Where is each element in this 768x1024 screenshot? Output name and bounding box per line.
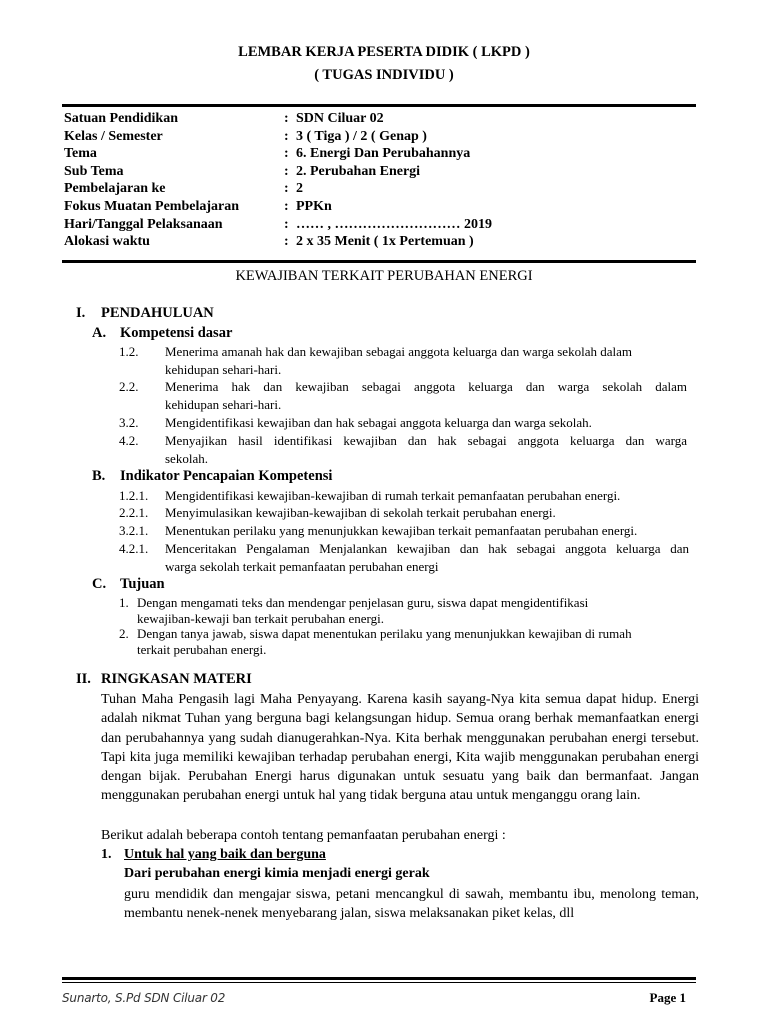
item-number: 2. [119,626,129,641]
document-subtitle: ( TUGAS INDIVIDU ) [314,67,454,83]
item-number: 1. [119,595,129,610]
identity-value: 3 ( Tiga ) / 2 ( Genap ) [296,128,427,144]
item-line: Menerima amanah hak dan kewajiban sebagai anggota keluarga dan warga sekolah dalam [165,344,632,359]
item-number: 2.2.1. [119,505,149,520]
identity-colon: : [284,234,289,250]
identity-label: Sub Tema [64,163,124,179]
identity-value: 6. Energi Dan Perubahannya [296,146,471,162]
identity-label: Hari/Tanggal Pelaksanaan [64,216,223,232]
identity-colon: : [284,198,289,214]
list-item [119,487,689,505]
identity-label: Fokus Muatan Pembelajaran [64,198,239,214]
item-number: 3.2. [119,415,139,430]
summary-intro: Berikut adalah beberapa contoh tentang pemanfaatan perubahan energi : [101,828,506,843]
footer-author: Sunarto, S.Pd SDN Ciluar 02 [62,991,226,1005]
top-rule [62,104,696,107]
point-subtitle: Dari perubahan energi kimia menjadi energi gerak [124,866,430,881]
list-item [119,343,687,379]
item-line: Dengan mengamati teks dan mendengar penjelasan guru, siswa dapat mengidentifikasi [137,595,589,610]
item-line: Mengidentifikasi kewajiban-kewajiban di rumah terkait pemanfaatan perubahan energi. [165,488,621,503]
section-number: I. [76,305,86,321]
identity-colon: : [284,111,289,126]
point-number: 1. [101,847,112,862]
list-item [119,540,689,576]
subsection-letter: C. [92,576,107,592]
list-item [119,414,687,432]
identity-colon: : [284,181,289,197]
item-line: Menyimulasikan kewajiban-kewajiban di sekolah terkait perubahan energi. [165,505,556,520]
item-number: 2.2. [119,379,139,394]
main-title: KEWAJIBAN TERKAIT PERUBAHAN ENERGI [235,268,533,284]
item-line: Menerima hak dan kewajiban sebagai anggota keluarga dan warga sekolah dalam [165,379,687,394]
middle-rule [62,260,696,263]
point-text: guru mendidik dan mengajar siswa, petani mencangkul di sawah, membantu ibu, menolong teman, membantu nenek-nenek menyebarang jalan, siswa melaksanakan piket kelas, dll [124,887,699,922]
identity-label: Alokasi waktu [64,234,150,250]
item-line: Dengan tanya jawab, siswa dapat menentukan perilaku yang menunjukkan kewajiban di rumah [137,626,632,641]
list-item [119,504,689,522]
summary-paragraph: Tuhan Maha Pengasih lagi Maha Penyayang. Karena kasih sayang-Nya kita semua dapat hidup. Energi adalah nikmat Tuhan yang berguna bagi kelangsungan hidup. Semua orang berhak memanfaatkan energi dan perubahannya yang sudah dianugerahkan-Nya. Kita berhak menggunakan perubahan energi tersebut. Tapi kita juga memiliki kewajiban terhadap perubahan energi, Kita wajib menggunakan perubahan energi dengan bijak. Perubahan Energi harus digunakan untuk sesuatu yang baik dan bermanfaat. Jangan menggunakan perubahan energi untuk hal yang tidak berguna atau untuk menganggu orang lain. [101,692,699,804]
footer-rule [62,977,696,980]
item-line: kehidupan sehari-hari. [165,361,282,377]
section-title: RINGKASAN MATERI [101,671,252,687]
identity-value: 2 [296,181,303,197]
section-number: II. [76,671,91,687]
subsection-title: Indikator Pencapaian Kompetensi [120,468,333,484]
identity-value: SDN Ciluar 02 [296,111,384,126]
identity-label: Tema [64,146,97,162]
subsection-title: Tujuan [120,576,165,592]
subsection-title: Kompetensi dasar [120,325,233,341]
subsection-letter: B. [92,468,106,484]
point-title: Untuk hal yang baik dan berguna [124,847,326,862]
item-number: 1.2.1. [119,488,149,503]
item-line: Menceritakan Pengalaman Menjalankan kewajiban dan hak sebagai anggota keluarga dan [165,541,689,556]
item-number: 4.2.1. [119,541,149,556]
identity-value: 2. Perubahan Energi [296,163,421,179]
item-line: warga sekolah terkait pemanfaatan perubahan energi [165,558,439,574]
identity-colon: : [284,163,289,179]
identity-label: Satuan Pendidikan [64,111,178,126]
item-line: kewajiban-kewaji ban terkait perubahan energi. [137,610,385,626]
list-item [119,432,687,468]
list-item [119,626,689,658]
identity-colon: : [284,216,289,232]
item-number: 3.2.1. [119,523,149,538]
item-line: Menyajikan hasil identifikasi kewajiban dan hak sebagai anggota keluarga dan warga [165,433,687,448]
item-line: kehidupan sehari-hari. [165,396,282,412]
identity-label: Pembelajaran ke [64,181,166,197]
subsection-letter: A. [92,325,107,341]
identity-colon: : [284,128,289,144]
list-item [119,595,689,627]
document-title: LEMBAR KERJA PESERTA DIDIK ( LKPD ) [238,44,530,60]
item-line: terkait perubahan energi. [137,641,267,657]
list-item [119,378,687,414]
identity-colon: : [284,146,289,162]
identity-value: PPKn [296,198,332,214]
page-number: Page 1 [649,990,686,1005]
identity-value: …… , ……………………… 2019 [296,216,492,232]
identity-value: 2 x 35 Menit ( 1x Pertemuan ) [296,234,474,250]
item-line: Mengidentifikasi kewajiban dan hak sebagai anggota keluarga dan warga sekolah. [165,415,592,430]
item-number: 4.2. [119,433,139,448]
section-title: PENDAHULUAN [101,305,214,321]
identity-label: Kelas / Semester [64,128,163,144]
item-number: 1.2. [119,344,139,359]
list-item [119,522,689,540]
item-line: sekolah. [165,450,208,466]
item-line: Menentukan perilaku yang menunjukkan kewajiban terkait pemanfaatan perubahan energi. [165,523,638,538]
footer-rule-thin [62,982,696,983]
